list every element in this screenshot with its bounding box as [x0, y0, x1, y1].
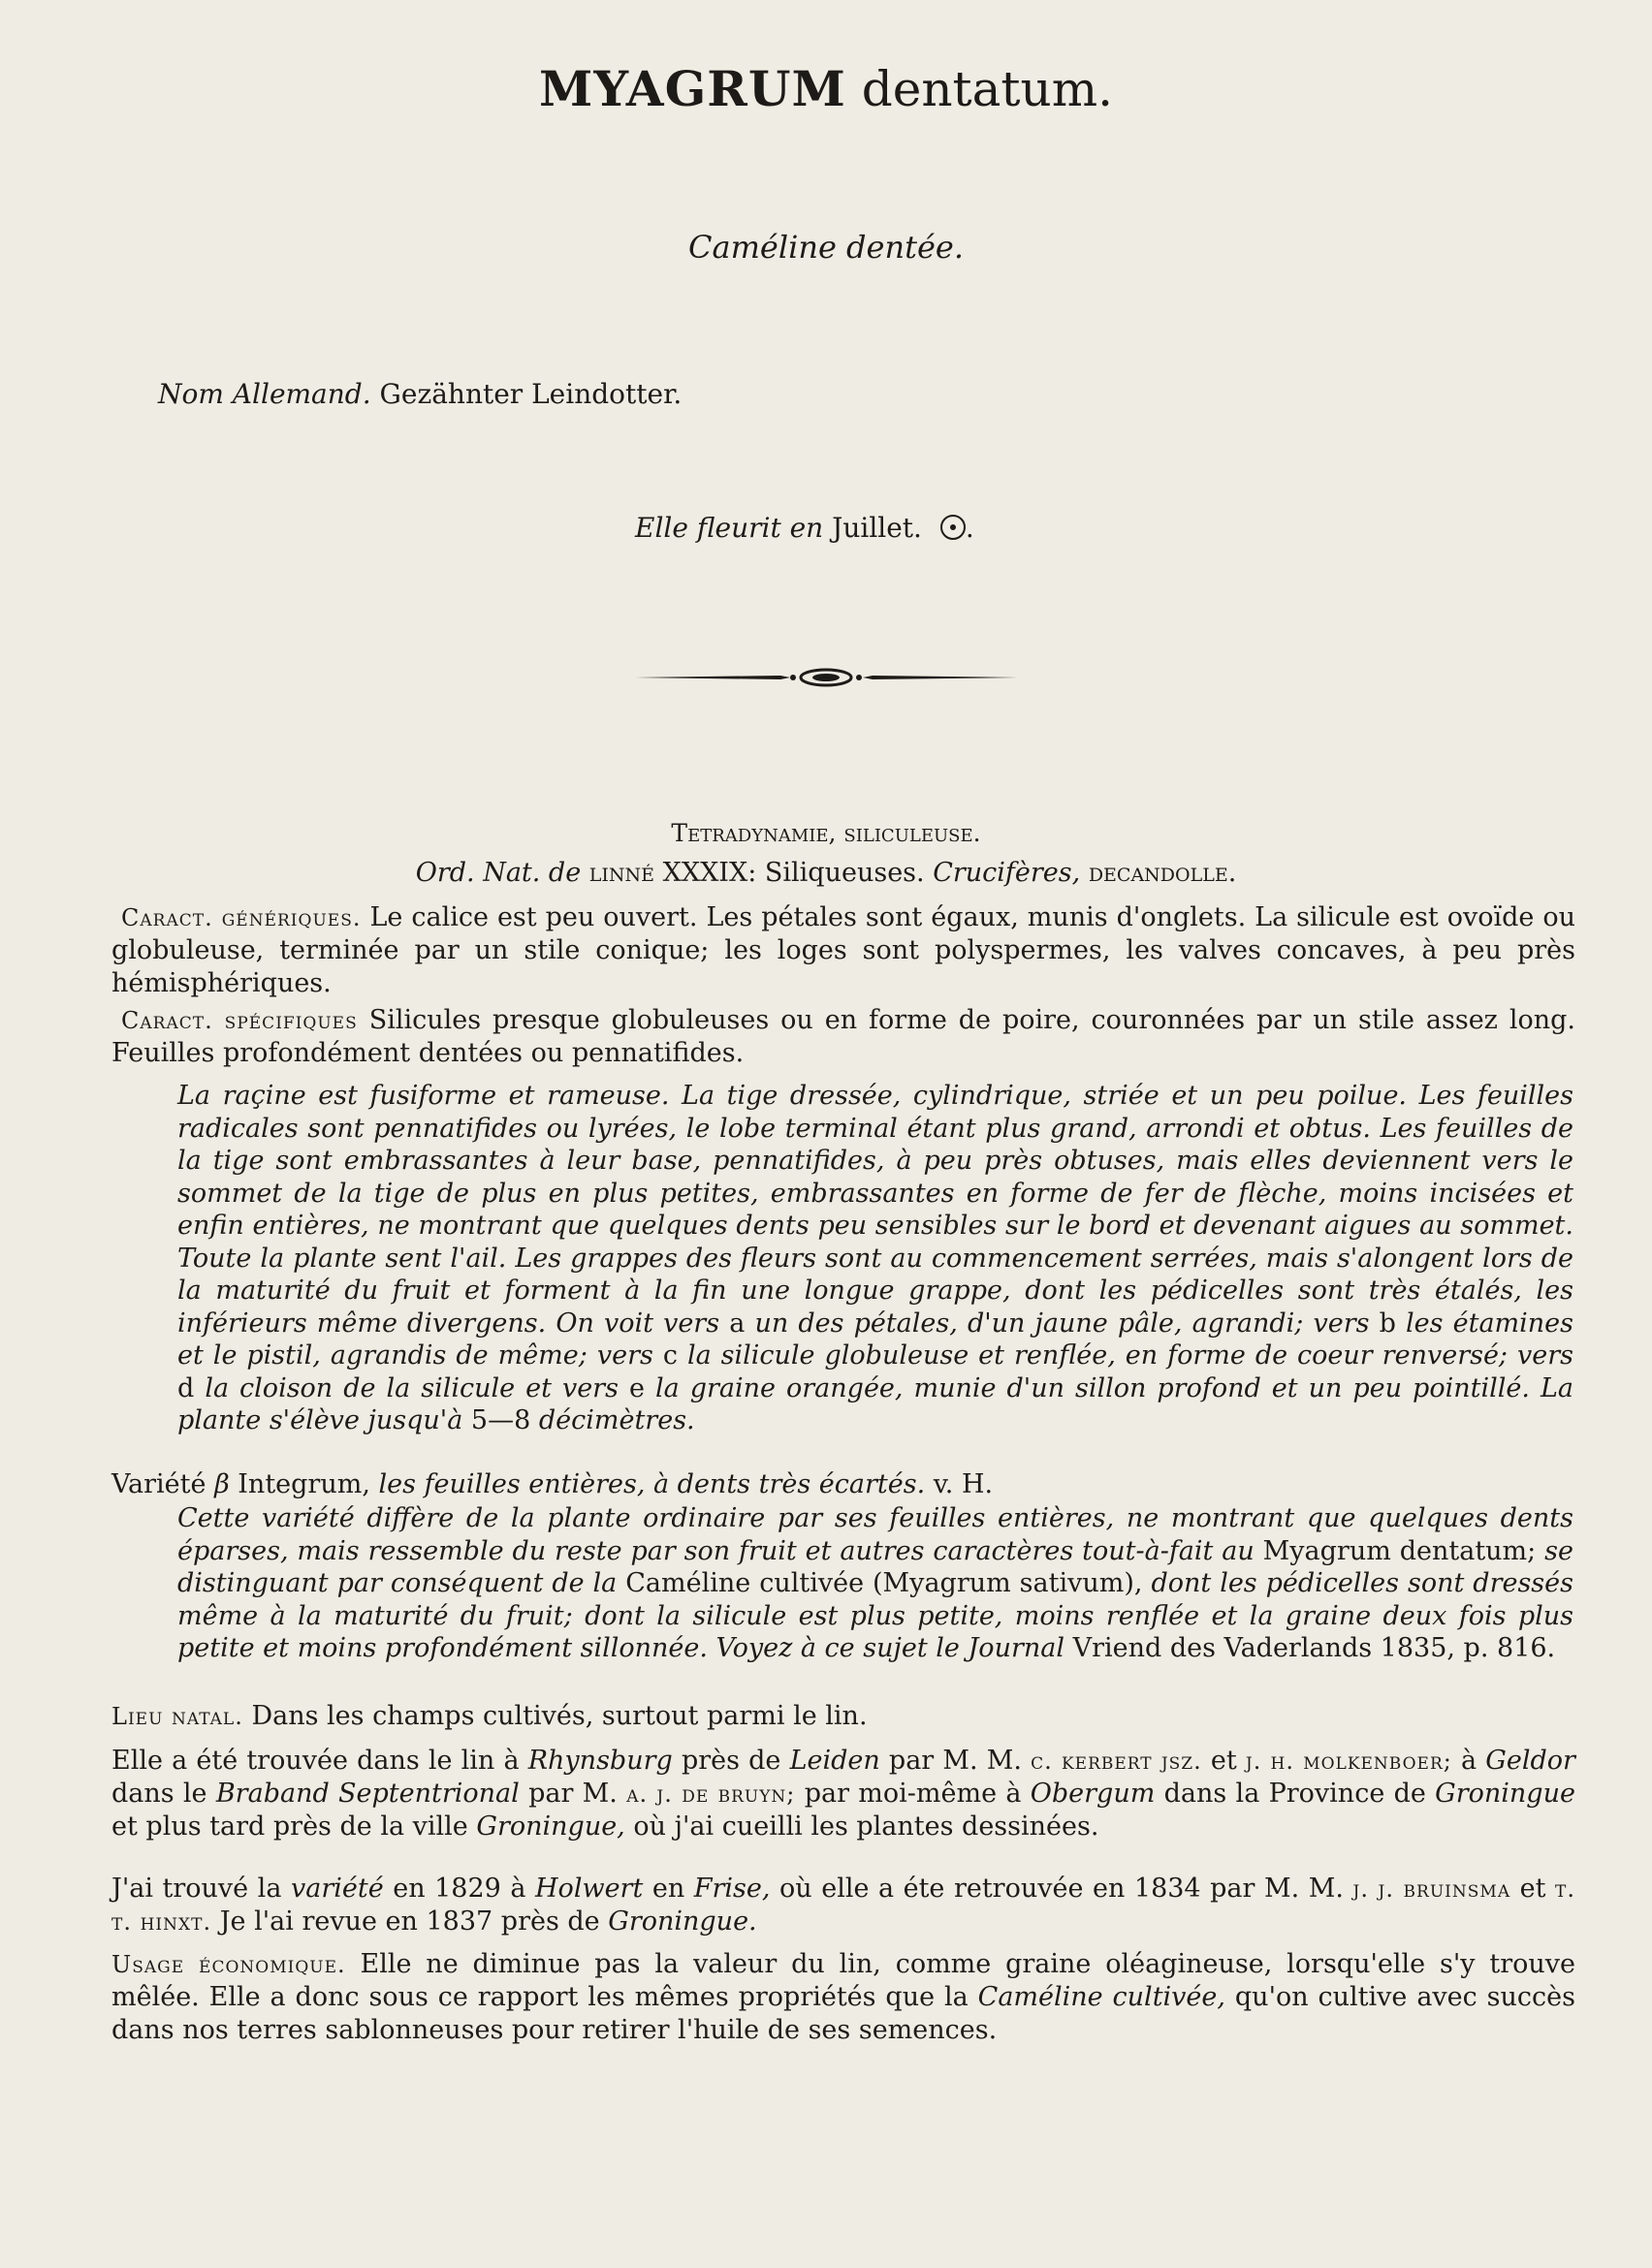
variety-found-person: j. j. bruinsma	[1352, 1875, 1511, 1903]
title-genus: MYAGRUM	[538, 60, 846, 117]
specific-label: Caract. spécifiques	[121, 1007, 358, 1034]
native-habitat	[111, 1700, 1575, 1733]
specific-text: Silicules presque globuleuses ou en forme de poire, couronnées par un stile assez long. Feuilles profondément dentées ou pennatifides.	[111, 1005, 1575, 1068]
habitat-label: Lieu natal.	[111, 1703, 243, 1730]
found-part: près de	[681, 1746, 781, 1776]
plant-height: 5—8	[470, 1405, 531, 1435]
order-family-alt: Crucifères,	[933, 858, 1081, 888]
variety-found-part: Je l'ai revue en 1837 près de	[219, 1906, 600, 1937]
variety-found-person: t. t. hinxt.	[111, 1875, 1575, 1936]
description-part: la graine orangée, munie d'un sillon profond et un peu pointillé. La plante s'élève jusqu'à	[177, 1372, 1573, 1435]
variety-desc-part: se distinguant par conséquent de la	[177, 1535, 1573, 1598]
flowering-month: Juillet.	[832, 512, 922, 544]
variety-author: v. H.	[933, 1469, 994, 1499]
variety-description	[177, 1502, 1573, 1665]
linne: linné	[588, 858, 655, 888]
usage-label: Usage économique.	[111, 1951, 346, 1978]
plant-description	[177, 1080, 1573, 1437]
figure-letter-b: b	[1379, 1307, 1396, 1339]
classification-order	[0, 858, 1652, 888]
found-person: c. kerbert jsz.	[1031, 1748, 1202, 1775]
decandolle: decandolle.	[1088, 858, 1237, 888]
variety-found-part: où elle a éte retrouvée en 1834 par M. M.	[779, 1874, 1344, 1904]
variety-found-place: Holwert	[535, 1874, 644, 1904]
flowering-line: Elle fleurit en Juillet. .	[635, 512, 974, 544]
german-name-line	[158, 378, 682, 410]
flowering-label: Elle fleurit en	[635, 512, 824, 544]
variety-found-part: J'ai trouvé la	[111, 1874, 282, 1904]
description-part: les étamines et le pistil, agrandis de même; vers	[177, 1307, 1574, 1370]
found-person: a. j. de bruyn;	[626, 1780, 796, 1808]
title-species: dentatum.	[861, 61, 1114, 117]
german-label: Nom Allemand.	[158, 378, 371, 410]
classification-system: Tetradynamie, siliculeuse.	[671, 819, 981, 847]
variety-beta: β	[214, 1469, 230, 1499]
variety-line	[111, 1468, 1575, 1501]
description-part: La raçine est fusiforme et rameuse. La tige dressée, cylindrique, striée et un peu poilue. Les feuilles radicales sont pennatifides ou lyrées, le lobe terminal étant plus grand, arrondi et obtus. Les feuilles de la tige sont embrassantes à leur base, pennatifides, à peu près obtuses, mais elles deviennent vers le sommet de la tige de plus en plus petites, embrassantes en forme de fer de flèche, moins incisées et enfin entières, ne montrant que quelques dents peu sensibles sur le bord et devenant aigues au sommet. Toute la plante sent l'ail. Les grappes des fleurs sont au commencement serrées, mais s'alongent lors de la maturité du fruit et forment à la fin une longue grappe, dont les pédicelles sont très étalés, les inférieurs même divergens. On voit vers	[177, 1081, 1573, 1339]
variety-desc-reference: Vriend des Vaderlands 1835, p. 816.	[1072, 1633, 1556, 1663]
variety-found-place: Frise,	[693, 1874, 771, 1904]
order-number: XXXIX:	[662, 858, 757, 888]
found-part: par M. M.	[888, 1746, 1022, 1776]
economic-usage	[111, 1948, 1575, 2047]
found-part: par M.	[528, 1779, 618, 1809]
figure-letter-c: c	[662, 1340, 678, 1370]
found-part: par moi-même à	[804, 1779, 1022, 1809]
generic-characters	[111, 901, 1575, 1000]
variety-found-part: et	[1519, 1874, 1546, 1904]
found-part: à	[1461, 1746, 1477, 1776]
variety-locations	[111, 1873, 1575, 1938]
usage-part: Elle ne diminue pas la valeur du lin, comme graine oléagineuse, lorsqu'elle s'y trouve mêlée. Elle a donc sous ce rapport les mêmes propriétés que la	[111, 1949, 1576, 2012]
variety-found-place: Groningue.	[608, 1906, 757, 1937]
description-part: décimètres.	[538, 1405, 695, 1435]
found-person: j. h. molkenboer;	[1245, 1748, 1452, 1775]
variety-desc-myagrum: Myagrum dentatum;	[1262, 1535, 1537, 1566]
variety-desc-cameline: Caméline cultivée (Myagrum sativum),	[625, 1568, 1143, 1598]
page-title	[0, 60, 1652, 117]
found-place: Braband Septentrional	[215, 1779, 520, 1809]
locations-found	[111, 1745, 1575, 1843]
found-place: Groningue,	[476, 1811, 625, 1842]
annual-symbol-icon	[940, 515, 966, 540]
found-place: Rhynsburg	[527, 1746, 673, 1776]
variety-found-part: en 1829 à	[393, 1874, 526, 1904]
order-prefix: Ord. Nat. de	[415, 858, 582, 888]
generic-text: Le calice est peu ouvert. Les pétales sont égaux, munis d'onglets. La silicule est ovoïde ou globuleuse, terminée par un stile conique; les loges sont polyspermes, les valves concaves, à peu près hémisphériques.	[111, 902, 1576, 998]
found-part: où j'ai cueilli les plantes dessinées.	[633, 1811, 1099, 1842]
variety-name: Integrum,	[238, 1469, 370, 1499]
description-part: la cloison de la silicule et vers	[205, 1372, 619, 1403]
specific-characters	[111, 1004, 1575, 1070]
found-part: dans la Province de	[1163, 1779, 1426, 1809]
found-part: Elle a été trouvée dans le lin à	[111, 1746, 520, 1776]
order-family: Siliqueuses.	[764, 858, 925, 888]
found-place: Geldor	[1485, 1746, 1575, 1776]
usage-part: qu'on cultive avec succès dans nos terres sablonneuses pour retirer l'huile de ses semences.	[111, 1982, 1575, 2045]
german-name: Gezähnter Leindotter.	[379, 378, 683, 410]
variety-desc-part: Cette variété diffère de la plante ordinaire par ses feuilles entières, ne montrant que quelques dents éparses, mais ressemble du reste par son fruit et autres caractères tout-à-fait au	[177, 1503, 1573, 1566]
found-part: dans le	[111, 1779, 207, 1809]
description-part: un des pétales, d'un jaune pâle, agrandi; vers	[754, 1307, 1370, 1339]
variety-label: Variété	[111, 1469, 206, 1499]
found-place: Groningue	[1435, 1779, 1575, 1809]
found-part: et	[1210, 1746, 1237, 1776]
found-place: Leiden	[789, 1746, 880, 1776]
variety-desc-part: dont les pédicelles sont dressés même à la maturité du fruit; dont la silicule est plus petite, moins renflée et la graine deux fois plus petite et moins profondément sillonnée. Voyez à ce sujet le	[177, 1568, 1574, 1663]
usage-cameline: Caméline cultivée,	[977, 1982, 1225, 2012]
found-part: et plus tard près de la ville	[111, 1811, 468, 1842]
description-part: la silicule globuleuse et renflée, en forme de coeur renversé; vers	[686, 1340, 1573, 1370]
subtitle: Caméline dentée.	[688, 229, 964, 266]
variety-found-part: en	[651, 1874, 685, 1904]
figure-letter-a: a	[729, 1307, 746, 1339]
found-place: Obergum	[1030, 1779, 1156, 1809]
ornament-divider-icon	[635, 667, 1018, 688]
variety-text: les feuilles entières, à dents très écartés.	[378, 1469, 926, 1499]
figure-letter-d: d	[177, 1372, 195, 1403]
habitat-text: Dans les champs cultivés, surtout parmi le lin.	[251, 1701, 868, 1731]
figure-letter-e: e	[628, 1372, 645, 1403]
variety-found-word: variété	[290, 1874, 384, 1904]
generic-label: Caract. génériques.	[121, 904, 362, 931]
variety-desc-journal: Journal	[968, 1633, 1064, 1663]
